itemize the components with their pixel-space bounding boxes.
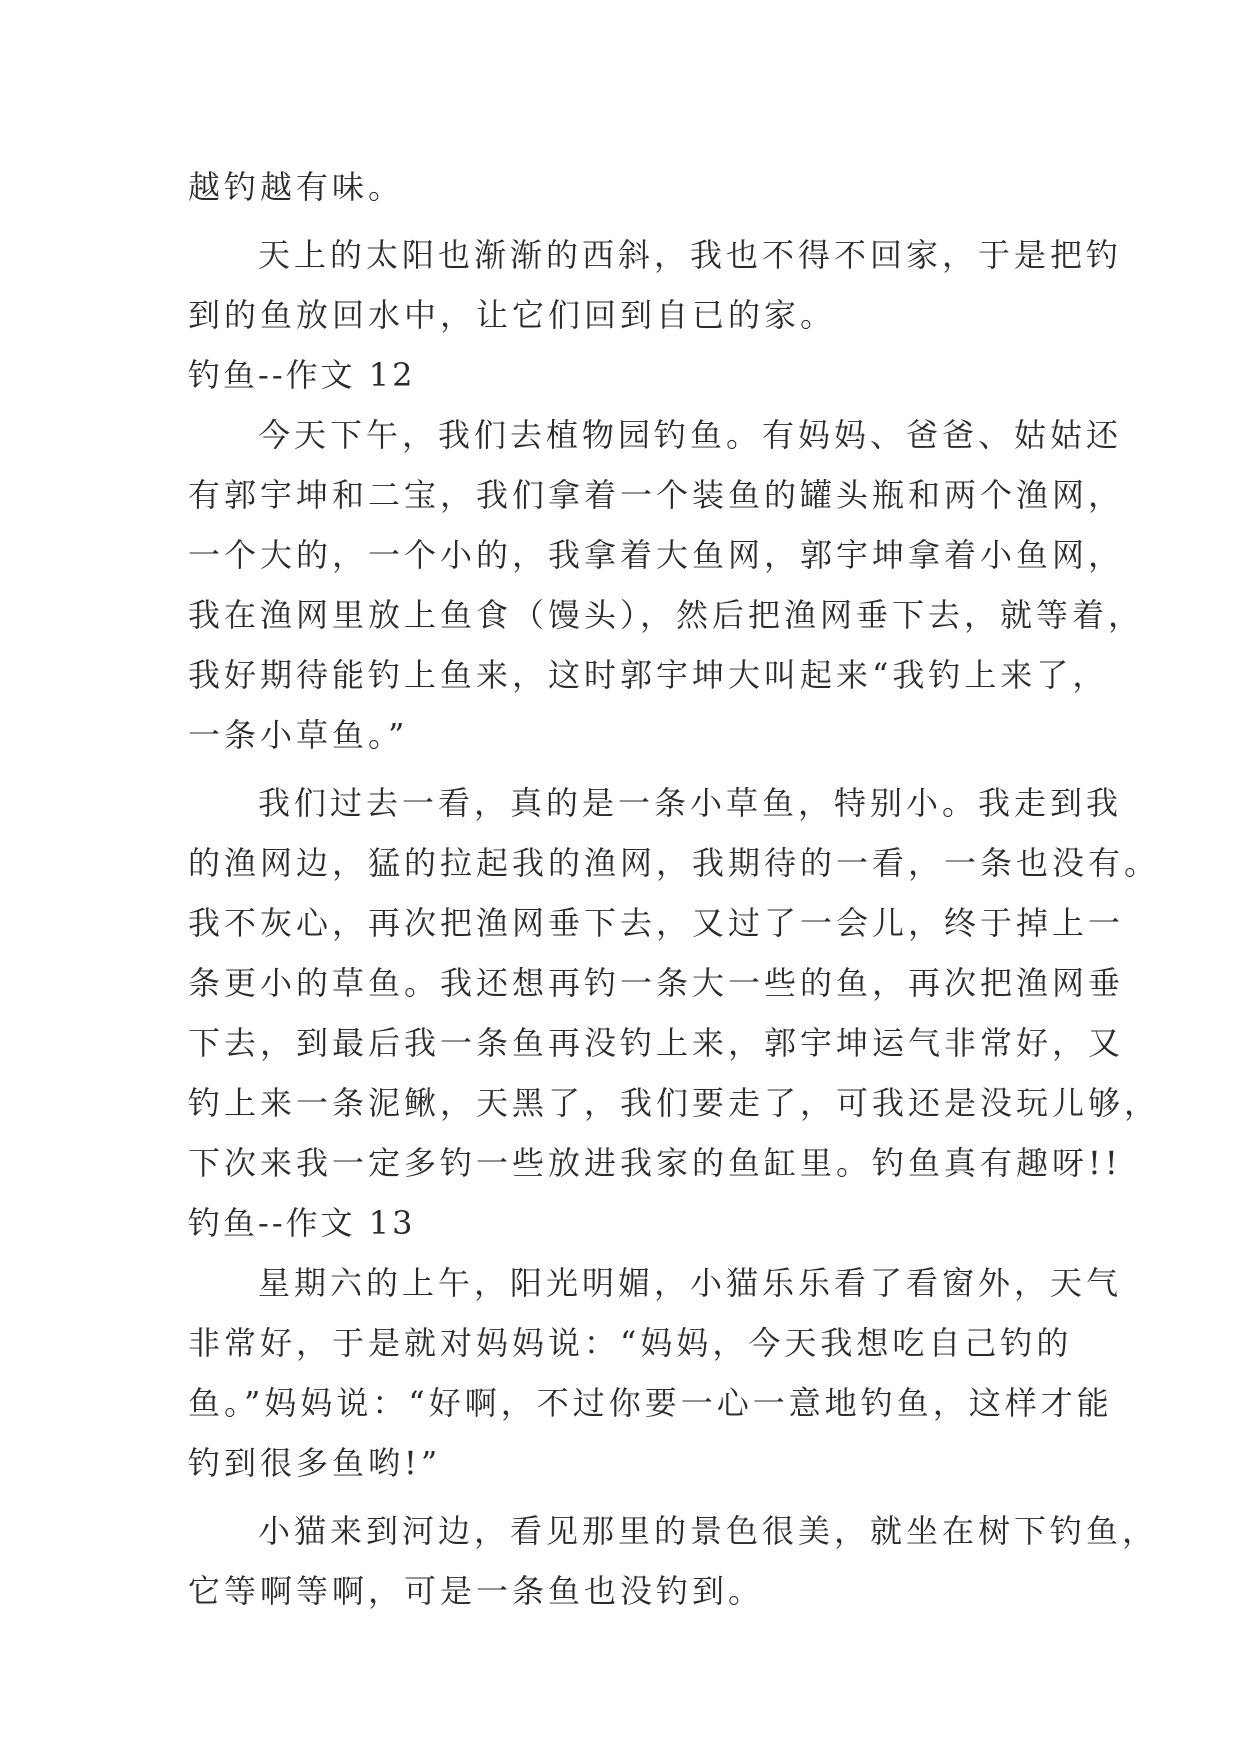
paragraph	[188, 405, 1145, 765]
text-line: 星期六的上午，阳光明媚，小猫乐乐看了看窗外，天气	[258, 1264, 1123, 1302]
text-line: 鱼。”妈妈说：“好啊，不过你要一心一意地钓鱼，这样才能	[188, 1384, 1113, 1422]
text-line: 钓到很多鱼哟!”	[188, 1444, 442, 1482]
text-line: 今天下午，我们去植物园钓鱼。有妈妈、爸爸、姑姑还	[258, 416, 1123, 454]
paragraph	[188, 225, 1123, 345]
text-line: 它等啊等啊，可是一条鱼也没钓到。	[188, 1572, 765, 1610]
essay-heading: 钓鱼--作文 13	[188, 1204, 416, 1242]
paragraph	[188, 1253, 1123, 1493]
text-line: 一条小草鱼。”	[188, 716, 409, 754]
text-line: 天上的太阳也渐渐的西斜，我也不得不回家，于是把钓	[258, 236, 1123, 274]
text-line: 越钓越有味。	[188, 168, 405, 206]
text-line: 一个大的，一个小的，我拿着大鱼网，郭宇坤拿着小鱼网，	[188, 536, 1125, 574]
text-line: 我好期待能钓上鱼来，这时郭宇坤大叫起来“我钓上来了，	[188, 656, 1109, 694]
paragraph	[188, 1501, 1159, 1621]
text-line: 钓上来一条泥鳅，天黑了，我们要走了，可我还是没玩儿够，	[188, 1084, 1161, 1122]
text-line: 条更小的草鱼。我还想再钓一条大一些的鱼，再次把渔网垂	[188, 964, 1125, 1002]
text-line: 我们过去一看，真的是一条小草鱼，特别小。我走到我	[258, 784, 1123, 822]
text-line: 下去，到最后我一条鱼再没钓上来，郭宇坤运气非常好，又	[188, 1024, 1125, 1062]
text-line: 下次来我一定多钓一些放进我家的鱼缸里。钓鱼真有趣呀!!	[188, 1144, 1122, 1182]
text-line: 小猫来到河边，看见那里的景色很美，就坐在树下钓鱼，	[258, 1512, 1159, 1550]
document-body	[188, 157, 1161, 1621]
text-line: 非常好，于是就对妈妈说：“妈妈，今天我想吃自己钓的	[188, 1324, 1073, 1362]
text-line: 有郭宇坤和二宝，我们拿着一个装鱼的罐头瓶和两个渔网，	[188, 476, 1125, 514]
paragraph	[188, 773, 1161, 1193]
text-line: 到的鱼放回水中，让它们回到自已的家。	[188, 296, 837, 334]
text-line: 的渔网边，猛的拉起我的渔网，我期待的一看，一条也没有。	[188, 844, 1161, 882]
text-line: 我不灰心，再次把渔网垂下去，又过了一会儿，终于掉上一	[188, 904, 1125, 942]
text-line: 我在渔网里放上鱼食（馒头），然后把渔网垂下去，就等着，	[188, 596, 1145, 634]
essay-heading: 钓鱼--作文 12	[188, 356, 416, 394]
paragraph-continuation	[188, 157, 1068, 217]
